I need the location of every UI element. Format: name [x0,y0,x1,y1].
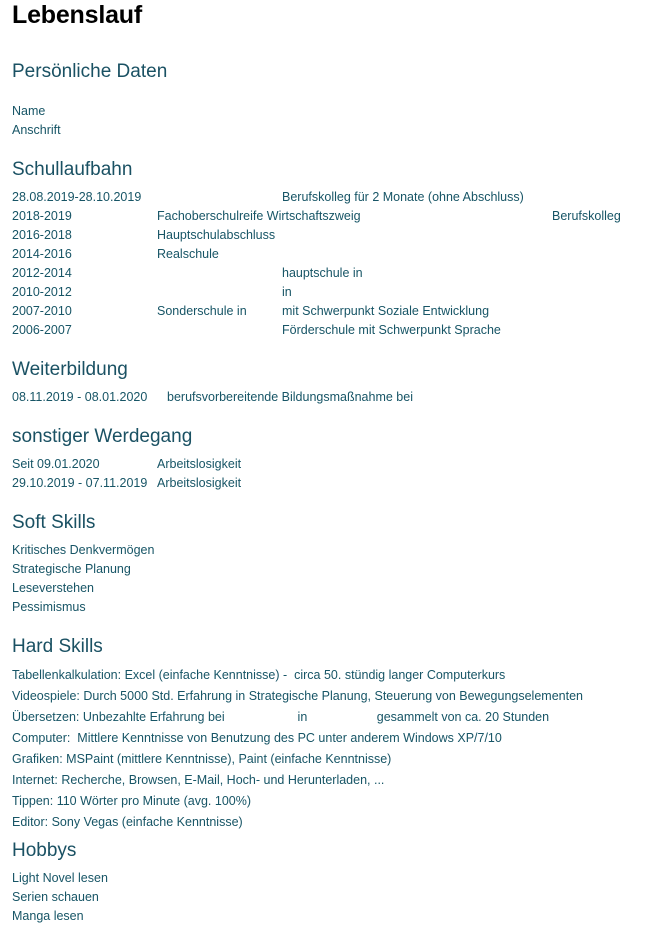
school-date: 2006-2007 [12,323,72,337]
spacer [12,407,650,425]
list-item: Serien schauen [12,890,99,904]
table-row [12,188,650,207]
list-item: Kritisches Denkvermögen [12,543,155,557]
school-col-c [417,226,650,245]
school-col-b: Berufskolleg für 2 Monate (ohne Abschluss) [282,190,524,204]
training-text: berufsvorbereitende Bildungsmaßnahme bei [167,390,413,404]
school-col-c: Berufskolleg [552,209,621,223]
list-item: Internet: Recherche, Browsen, E-Mail, Hoch- und Herunterladen, ... [12,773,385,787]
school-col-c [417,245,650,264]
school-col-b: mit Schwerpunkt Soziale Entwicklung [282,304,490,318]
section-heading-soft-skills: Soft Skills [12,512,96,533]
school-col-b: Förderschule mit Schwerpunkt Sprache [282,323,501,337]
table-row [12,226,650,245]
school-date: 2012-2014 [12,266,72,280]
list-item: Editor: Sony Vegas (einfache Kenntnisse) [12,815,243,829]
list-item: Tippen: 110 Wörter pro Minute (avg. 100%) [12,794,252,808]
table-row [12,321,650,340]
list-item: Tabellenkalkulation: Excel (einfache Kenntnisse) - circa 50. stündig langer Computerkurs [12,668,506,682]
school-date: 28.08.2019-28.10.2019 [12,190,142,204]
school-col-b: hauptschule in [282,266,363,280]
table-row [12,388,650,407]
table-row [12,245,650,264]
personal-field-name: Name [12,104,46,118]
section-heading-school: Schullaufbahn [12,159,133,180]
table-row [12,207,650,226]
other-date: 29.10.2019 - 07.11.2019 [12,476,148,490]
list-item: Computer: Mittlere Kenntnisse von Benutzung des PC unter anderem Windows XP/7/10 [12,731,502,745]
school-col-c [417,188,650,207]
school-col-c [417,321,650,340]
section-heading-sonstiger-werdegang: sonstiger Werdegang [12,426,193,447]
list-item: Übersetzen: Unbezahlte Erfahrung bei in gesammelt von ca. 20 Stunden [12,710,550,724]
list-item: Grafiken: MSPaint (mittlere Kenntnisse), Paint (einfache Kenntnisse) [12,752,392,766]
school-col-a: Realschule [157,247,219,261]
table-row [12,264,650,283]
school-col-a [157,283,282,302]
table-row [12,302,650,321]
personal-field-address: Anschrift [12,123,61,137]
table-row [12,455,650,474]
school-date: 2014-2016 [12,247,72,261]
list-item: Light Novel lesen [12,871,108,885]
other-text: Arbeitslosigkeit [157,476,242,490]
list-item: Videospiele: Durch 5000 Std. Erfahrung in Strategische Planung, Steuerung von Bewegungselementen [12,689,583,703]
table-row [12,474,650,493]
training-date: 08.11.2019 - 08.01.2020 [12,390,148,404]
list-item: Strategische Planung [12,562,131,576]
list-item: Leseverstehen [12,581,95,595]
school-col-a [157,264,282,283]
table-row [12,283,650,302]
spacer [12,340,650,358]
school-col-a [157,321,282,340]
other-date: Seit 09.01.2020 [12,457,100,471]
spacer [12,30,650,60]
list-item: Pessimismus [12,600,86,614]
section-heading-personal: Persönliche Daten [12,61,168,82]
school-date: 2007-2010 [12,304,72,318]
school-col-a: Sonderschule in [157,304,247,318]
school-col-b [282,245,417,264]
section-heading-hard-skills: Hard Skills [12,636,103,657]
page-title: Lebenslauf [12,1,142,29]
school-col-c [417,302,650,321]
spacer [12,493,650,511]
school-col-b: in [282,285,292,299]
section-heading-hobbys: Hobbys [12,840,77,861]
list-item: Manga lesen [12,909,84,923]
spacer [12,617,650,635]
school-col-a [157,188,282,207]
school-date: 2010-2012 [12,285,72,299]
school-col-c [417,264,650,283]
spacer [12,84,650,102]
school-col-a: Hauptschulabschluss [157,228,276,242]
school-date: 2016-2018 [12,228,72,242]
school-date: 2018-2019 [12,209,72,223]
section-heading-weiterbildung: Weiterbildung [12,359,128,380]
school-col-a: Fachoberschulreife Wirtschaftszweig [157,209,361,223]
spacer [12,140,650,158]
school-col-c [417,283,650,302]
school-col-b [417,207,552,226]
school-col-b [282,226,417,245]
other-text: Arbeitslosigkeit [157,457,242,471]
